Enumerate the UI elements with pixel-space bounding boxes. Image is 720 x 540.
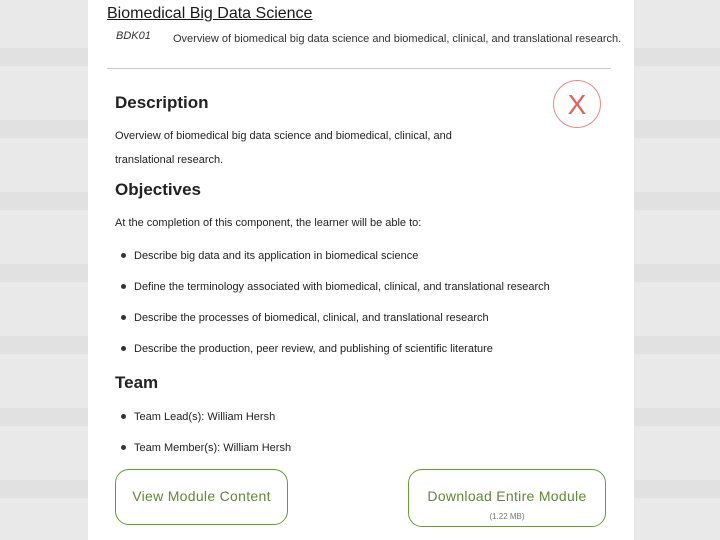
objectives-heading: Objectives [115, 180, 201, 199]
download-module-label: Download Entire Module [427, 488, 587, 504]
description-heading: Description [115, 93, 209, 112]
view-module-content-button[interactable] [115, 469, 288, 525]
team-heading: Team [115, 373, 159, 392]
list-item: Team Lead(s): William Hersh [116, 410, 291, 441]
module-panel [88, 0, 634, 540]
close-button[interactable]: X [553, 80, 601, 128]
download-size: (1.22 MB) [489, 512, 525, 521]
download-module-button[interactable] [408, 469, 606, 527]
objectives-intro: At the completion of this component, the learner will be able to: [115, 217, 422, 229]
description-text: Overview of biomedical big data science and biomedical, clinical, and translational research. [115, 130, 452, 166]
module-title-link[interactable]: Biomedical Big Data Science [107, 5, 313, 22]
module-code: BDK01 [116, 30, 151, 42]
list-item: Describe the processes of biomedical, clinical, and translational research [116, 311, 550, 342]
list-item: Define the terminology associated with biomedical, clinical, and translational research [116, 280, 550, 311]
objectives-list [116, 249, 550, 373]
list-item: Team Member(s): William Hersh [116, 441, 291, 472]
module-summary: Overview of biomedical big data science and biomedical, clinical, and translational research. [173, 33, 622, 45]
list-item: Describe big data and its application in biomedical science [116, 249, 550, 280]
list-item: Describe the production, peer review, and publishing of scientific literature [116, 342, 550, 373]
view-module-content-label: View Module Content [132, 488, 271, 504]
header-divider [107, 68, 611, 69]
team-list [116, 410, 291, 472]
